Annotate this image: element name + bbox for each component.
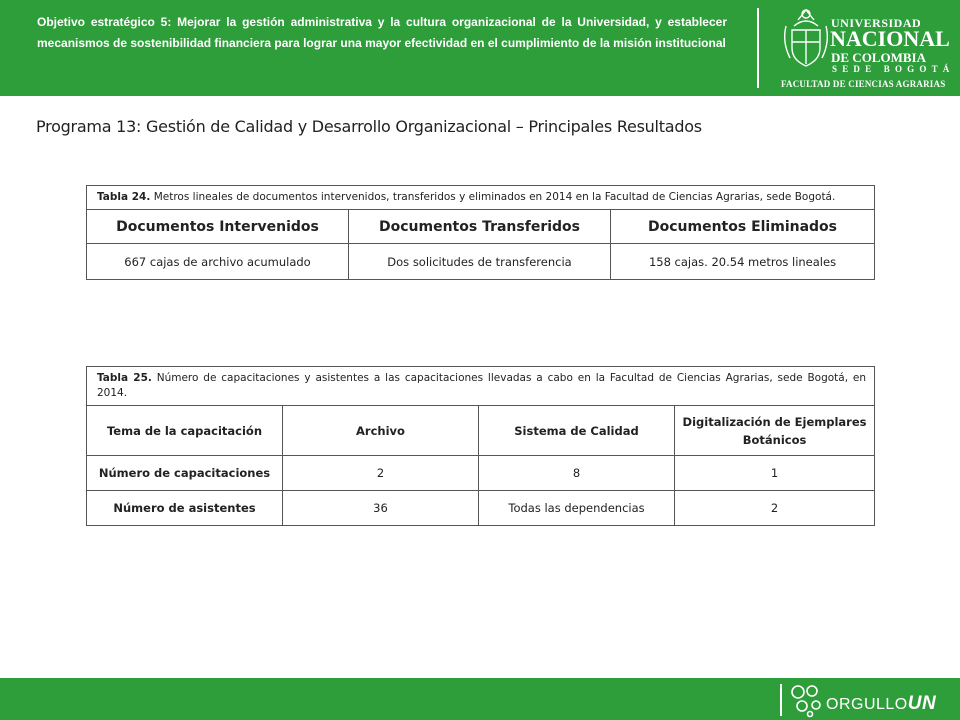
table-24-value-cell: 667 cajas de archivo acumulado: [87, 244, 349, 280]
orgullo-un-text: [826, 693, 936, 715]
logo-line-de-colombia: DE COLOMBIA: [831, 50, 926, 65]
logo-line-sede-bogota: SEDE BOGOTÁ: [832, 64, 955, 74]
page-title: Programa 13: Gestión de Calidad y Desarrollo Organizacional – Principales Resultados: [36, 117, 702, 136]
table-row: [87, 456, 875, 491]
table-row: [87, 244, 875, 280]
orgullo-un-logo: [788, 682, 948, 718]
table-24: [86, 185, 875, 280]
table-25-header-cell: Sistema de Calidad: [479, 406, 675, 456]
logo-line-facultad: FACULTAD DE CIENCIAS AGRARIAS: [781, 79, 946, 89]
table-25-value-cell: 8: [479, 456, 675, 491]
logo-line-nacional: NACIONAL: [830, 26, 950, 51]
table-25-caption: [87, 367, 875, 406]
table-25: [86, 366, 875, 526]
strategic-objective-text: Objetivo estratégico 5: Mejorar la gestión administrativa y la cultura organizacional de la Universidad, y establecer mecanismos de sostenibilidad financiera para lograr una mayor efectividad en el cumplimiento de la misión institucional: [37, 15, 727, 50]
orgullo-dots-icon: [788, 682, 824, 718]
table-row: [87, 491, 875, 526]
header-band: [0, 0, 960, 96]
coat-of-arms-icon: [780, 6, 832, 72]
table-25-row-label: Número de asistentes: [87, 491, 283, 526]
table-25-caption-label: Tabla 25.: [97, 372, 152, 384]
table-25-value-cell: 2: [675, 491, 875, 526]
table-24-caption-row: [87, 186, 875, 210]
table-25-caption-text: Número de capacitaciones y asistentes a las capacitaciones llevadas a cabo en la Facultad de Ciencias Agrarias, sede Bogotá, en 2014.: [97, 372, 867, 399]
table-25-row-label: Número de capacitaciones: [87, 456, 283, 491]
university-logo: [770, 4, 955, 92]
orgullo-word: ORGULLO: [826, 696, 908, 713]
logo-line-universidad: UNIVERSIDAD: [831, 16, 922, 30]
header-divider: [757, 8, 759, 88]
table-25-value-cell: Todas las dependencias: [479, 491, 675, 526]
table-24-caption: [87, 186, 875, 210]
table-24-value-cell: Dos solicitudes de transferencia: [349, 244, 611, 280]
table-24-header-row: [87, 210, 875, 244]
table-24-caption-text: Metros lineales de documentos intervenidos, transferidos y eliminados en 2014 en la Facultad de Ciencias Agrarias, sede Bogotá.: [150, 191, 836, 203]
table-25-value-cell: 1: [675, 456, 875, 491]
table-24-value-cell: 158 cajas. 20.54 metros lineales: [611, 244, 875, 280]
un-word: UN: [907, 693, 937, 714]
table-25-header-cell: Digitalización de Ejemplares Botánicos: [675, 406, 875, 456]
table-25-caption-row: [87, 367, 875, 406]
table-24-header-cell: Documentos Transferidos: [349, 210, 611, 244]
table-25-header-cell: Archivo: [283, 406, 479, 456]
table-25-value-cell: 2: [283, 456, 479, 491]
table-24-header-cell: Documentos Intervenidos: [87, 210, 349, 244]
table-24-caption-label: Tabla 24.: [97, 191, 151, 203]
table-25-value-cell: 36: [283, 491, 479, 526]
table-25-header-row: [87, 406, 875, 456]
table-24-header-cell: Documentos Eliminados: [611, 210, 875, 244]
table-25-header-cell: Tema de la capacitación: [87, 406, 283, 456]
footer-divider: [780, 684, 782, 716]
footer-band: [0, 678, 960, 720]
